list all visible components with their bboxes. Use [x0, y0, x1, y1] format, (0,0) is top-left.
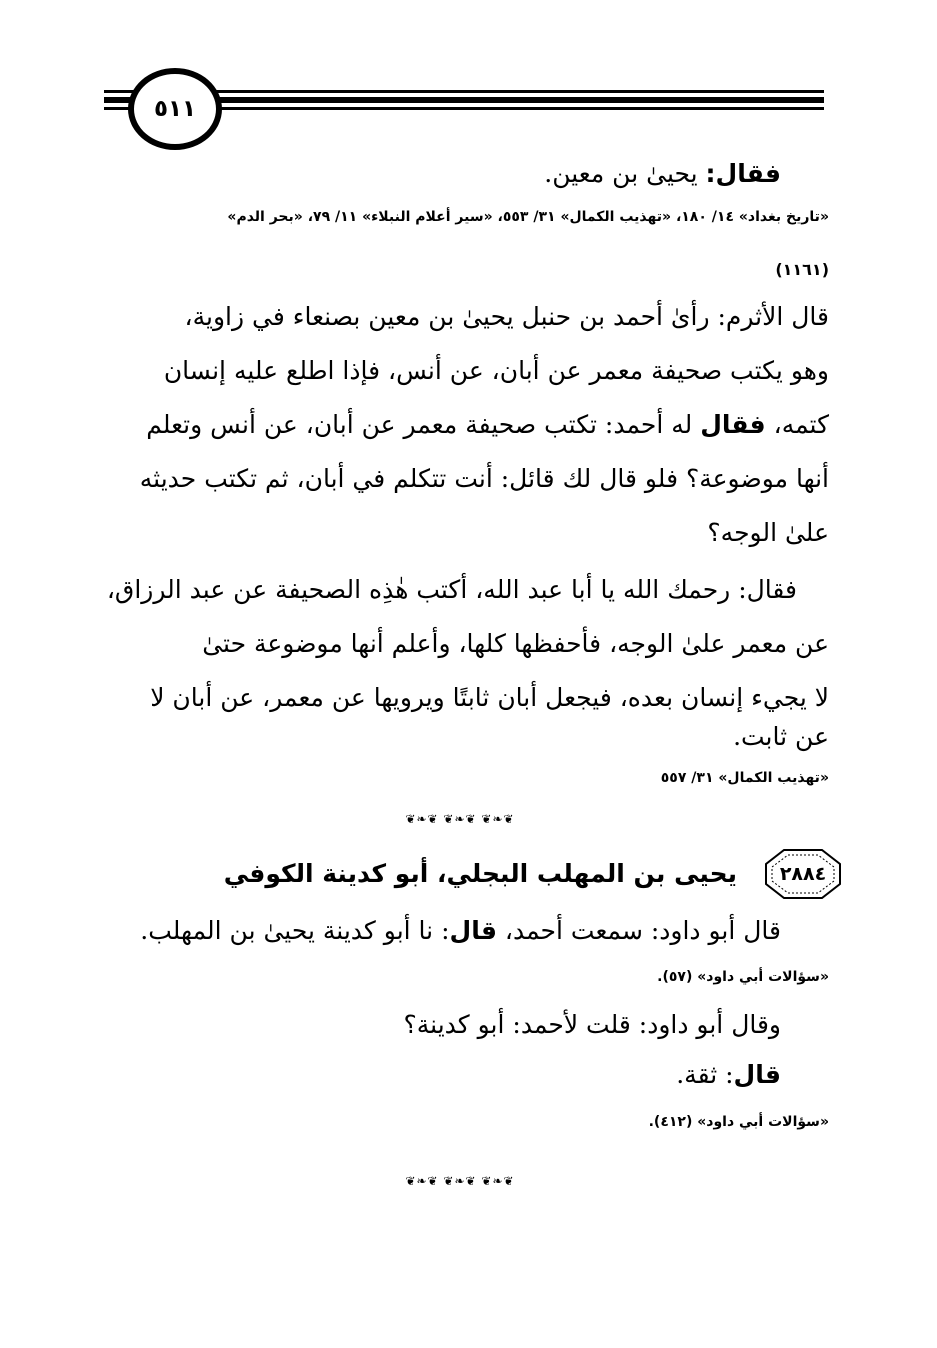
- entry-line-3-end: : ثقة.: [676, 1060, 734, 1089]
- paragraph-line-5: علىٰ الوجه؟: [707, 518, 829, 547]
- page-number: ٥١١: [153, 96, 197, 122]
- paragraph-line-3-start: كتمه،: [765, 410, 829, 439]
- section1-line1-text: يحيىٰ بن معين.: [544, 159, 706, 188]
- page-number-badge: [128, 68, 222, 150]
- paragraph-line-9: عن ثابت.: [733, 722, 829, 751]
- entry-line-3: [81, 1048, 781, 1102]
- section1-line1: [181, 152, 781, 196]
- paragraph-line-6: فقال: رحمك الله يا أبا عبد الله، أكتب هٰذِه الصحيفة عن عبد الرزاق،: [106, 575, 797, 604]
- entry-number: ٢٨٨٤: [779, 863, 827, 885]
- said-label: قال: [449, 916, 497, 945]
- report-number: (١١٦١): [775, 260, 829, 279]
- section-divider-ornament: ❦❧❦ ❦❧❦ ❦❧❦: [405, 1174, 515, 1188]
- entry-line-2: وقال أبو داود: قلت لأحمد: أبو كدينة؟: [403, 1010, 781, 1039]
- entry-line-1-start: قال أبو داود: سمعت أحمد،: [496, 916, 781, 945]
- entry-line-1: [81, 904, 781, 958]
- said-label: فقال:: [705, 159, 781, 188]
- entry-title: يحيى بن المهلب البجلي، أبو كدينة الكوفي: [223, 859, 737, 888]
- paragraph-line-1: قال الأثرم: رأىٰ أحمد بن حنبل يحيىٰ بن معين بصنعاء في زاوية،: [184, 302, 829, 331]
- paragraph-line-4: أنها موضوعة؟ فلو قال لك قائل: أنت تتكلم في أبان، ثم تكتب حديثه: [139, 464, 829, 493]
- section1-citation: «تاريخ بغداد» ١٤/ ١٨٠، «تهذيب الكمال» ٣١/ ٥٥٣، «سير أعلام النبلاء» ١١/ ٧٩، «بحر الدم»: [227, 209, 829, 225]
- section-divider-ornament: ❦❧❦ ❦❧❦ ❦❧❦: [405, 812, 515, 826]
- said-label: قال: [733, 1060, 781, 1089]
- said-label: فقال: [700, 410, 766, 439]
- paragraph-line-2: وهو يكتب صحيفة معمر عن أبان، عن أنس، فإذا اطلع عليه إنسان: [163, 356, 829, 385]
- paragraph-line-3: [99, 398, 829, 452]
- paragraph-line-3-end: له أحمد: تكتب صحيفة معمر عن أبان، عن أنس وتعلم: [146, 410, 701, 439]
- section2-citation: «تهذيب الكمال» ٣١/ ٥٥٧: [660, 770, 829, 786]
- entry-citation-1: «سؤالات أبي داود» (٥٧).: [657, 969, 829, 985]
- entry-line-1-end: : نا أبو كدينة يحيىٰ بن المهلب.: [140, 916, 450, 945]
- entry-number-badge: [764, 848, 842, 900]
- paragraph-line-8: لا يجيء إنسان بعده، فيجعل أبان ثابتًا ويرويها عن معمر، عن أبان لا: [150, 683, 829, 712]
- paragraph-line-7: عن معمر علىٰ الوجه، فأحفظها كلها، وأعلم أنها موضوعة حتىٰ: [202, 629, 829, 658]
- entry-citation-2: «سؤالات أبي داود» (٤١٢).: [648, 1114, 829, 1130]
